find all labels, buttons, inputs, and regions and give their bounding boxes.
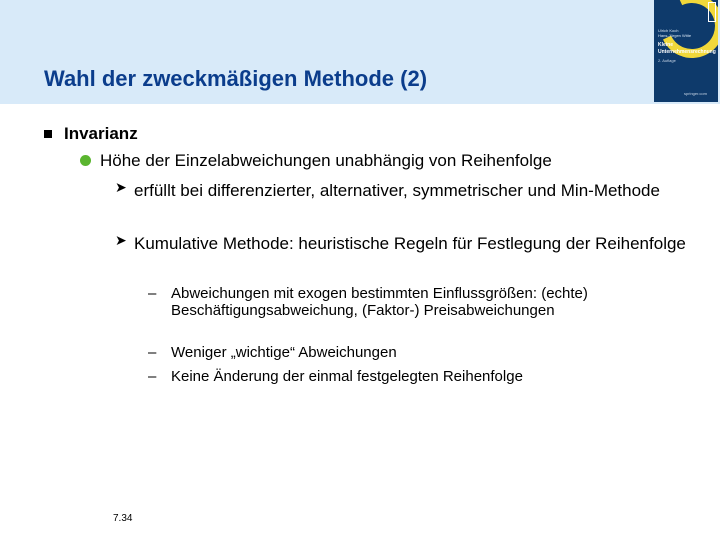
arrow-bullet-text: erfüllt bei differenzierter, alternativer, symmetrischer und Min-Methode [134,181,660,200]
dash-item-text: Keine Änderung der einmal festgelegten Reihenfolge [171,368,523,385]
cover-spine-mark [708,2,716,22]
cover-edition: 2. Auflage [658,58,676,63]
square-bullet-icon [44,130,52,138]
dash-icon: – [148,285,157,302]
slide-header [0,0,720,104]
arrow-bullet-text: Kumulative Methode: heuristische Regeln für Festlegung der Reihenfolge [134,234,686,253]
slide-title: Wahl der zweckmäßigen Methode (2) [44,66,428,91]
arrowhead-icon: ➤ [115,179,127,195]
cover-book-title: Kleine Unternehmensrechnung [658,42,716,55]
cover-author-1: Ulrich Koch [658,28,679,33]
page-number: 7.34 [113,513,133,524]
cover-author-2: Hans-Jürgen Witte [658,33,692,38]
dash-icon: – [148,368,157,385]
dash-icon: – [148,344,157,361]
dash-item-text: Weniger „wichtige“ Abweichungen [171,344,397,361]
bullet-text: Invarianz [64,124,138,143]
arrowhead-icon: ➤ [115,232,127,248]
cover-publisher: springer.com [684,91,707,96]
dash-item-text: Abweichungen mit exogen bestimmten Einflussgrößen: (echte) Beschäftigungsabweichung, (Faktor-) Preisabweichungen [171,285,588,319]
green-dot-icon [80,155,91,166]
sub-bullet-text: Höhe der Einzelabweichungen unabhängig von Reihenfolge [100,151,552,170]
